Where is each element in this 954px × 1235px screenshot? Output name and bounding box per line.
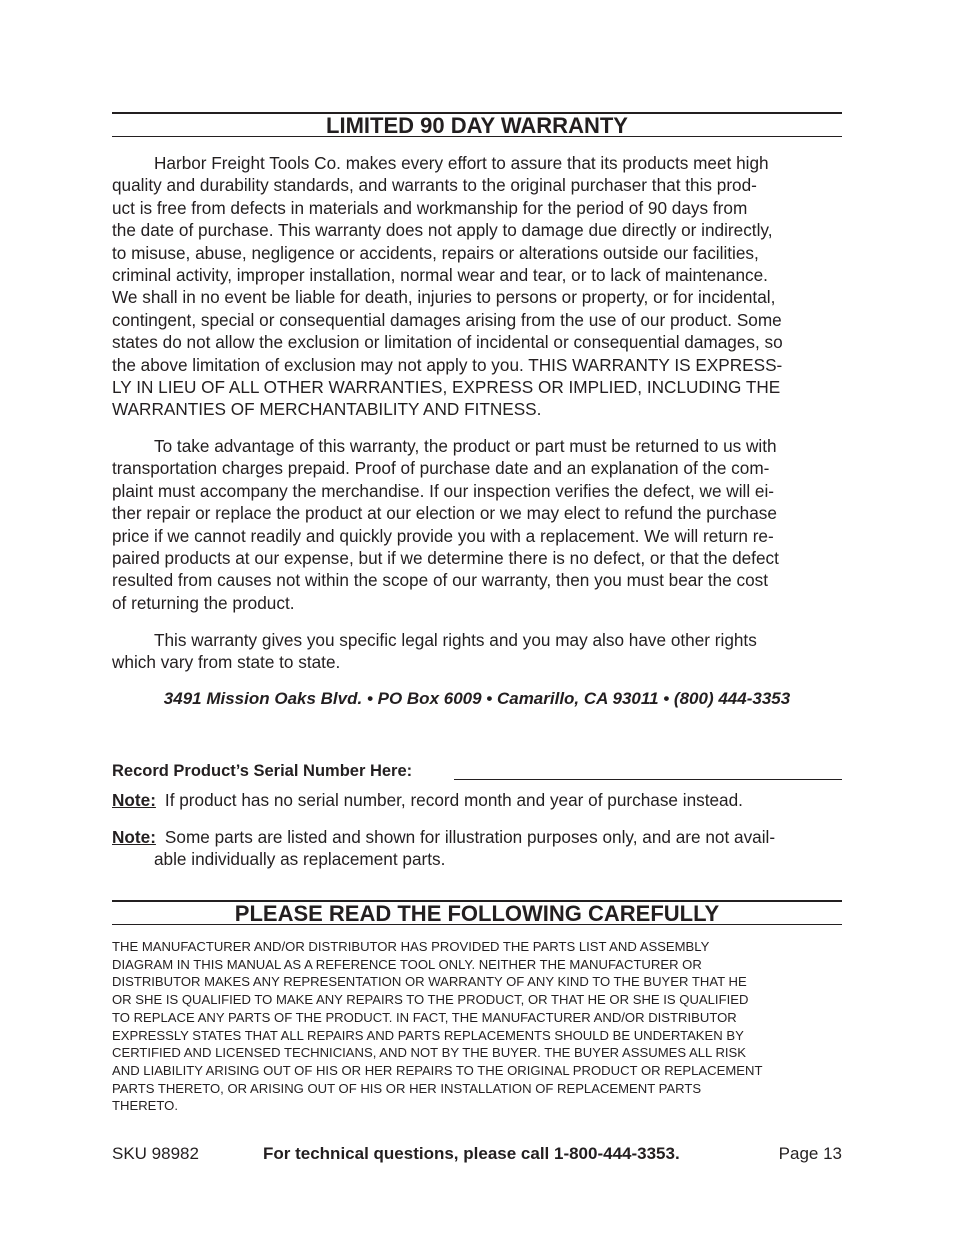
careful-heading	[112, 900, 842, 925]
text-line: DIAGRAM IN THIS MANUAL AS A REFERENCE TOOL ONLY. NEITHER THE MANUFACTURER OR	[112, 956, 702, 972]
text-line: the date of purchase. This warranty does not apply to damage due directly or indirectly,	[112, 220, 773, 241]
text-line: resulted from causes not within the scope of our warranty, then you must bear the cost	[112, 570, 769, 591]
note-text: able individually as replacement parts.	[154, 849, 446, 870]
warranty-title: LIMITED 90 DAY WARRANTY	[326, 113, 628, 138]
text-line: the above limitation of exclusion may not apply to you. THIS WARRANTY IS EXPRESS-	[112, 354, 783, 375]
text-line: EXPRESSLY STATES THAT ALL REPAIRS AND PARTS REPLACEMENTS SHOULD BE UNDERTAKEN BY	[112, 1027, 744, 1043]
note-serial	[112, 789, 842, 811]
serial-number-label: Record Product’s Serial Number Here:	[112, 762, 413, 780]
text-line: We shall in no event be liable for death, injuries to persons or property, or for incidental,	[112, 287, 776, 308]
text-line: plaint must accompany the merchandise. If our inspection verifies the defect, we will ei-	[112, 480, 775, 501]
text-line: CERTIFIED AND LICENSED TECHNICIANS, AND NOT BY THE BUYER. THE BUYER ASSUMES ALL RISK	[112, 1045, 747, 1061]
serial-number-blank-line	[454, 779, 842, 780]
note-text: If product has no serial number, record month and year of purchase instead.	[164, 790, 743, 810]
text-line: price if we cannot readily and quickly provide you with a replacement. We will return re-	[112, 525, 774, 546]
text-line: AND LIABILITY ARISING OUT OF HIS OR HER REPAIRS TO THE ORIGINAL PRODUCT OR REPLACEMENT	[112, 1062, 763, 1078]
text-line: to misuse, abuse, negligence or accidents, repairs or alterations outside our facilities,	[112, 242, 759, 263]
sku-number: SKU 98982	[112, 1144, 199, 1163]
note-parts	[112, 826, 842, 871]
text-line: which vary from state to state.	[112, 652, 341, 673]
warranty-paragraph-2	[112, 435, 842, 614]
text-line: uct is free from defects in materials and workmanship for the period of 90 days from	[112, 197, 748, 218]
careful-title: PLEASE READ THE FOLLOWING CAREFULLY	[234, 901, 720, 926]
serial-number-record	[112, 760, 842, 782]
company-address: 3491 Mission Oaks Blvd. • PO Box 6009 • Camarillo, CA 93011 • (800) 444-3353	[163, 689, 791, 708]
disclaimer-text	[112, 938, 842, 1115]
note-text: Some parts are listed and shown for illustration purposes only, and are not avail-	[164, 827, 776, 847]
text-line: THERETO.	[112, 1098, 178, 1114]
note-label: Note:	[112, 790, 156, 810]
text-line: transportation charges prepaid. Proof of purchase date and an explanation of the com-	[112, 458, 770, 479]
text-line: criminal activity, improper installation, normal wear and tear, or to lack of maintenance.	[112, 265, 768, 286]
text-line: quality and durability standards, and warrants to the original purchaser that this prod-	[112, 175, 757, 196]
note-label: Note:	[112, 827, 156, 847]
text-line: DISTRIBUTOR MAKES ANY REPRESENTATION OR WARRANTY OF ANY KIND TO THE BUYER THAT HE	[112, 974, 747, 990]
note-line	[112, 789, 842, 811]
text-line: PARTS THERETO, OR ARISING OUT OF HIS OR HER INSTALLATION OF REPLACEMENT PARTS	[112, 1080, 702, 1096]
warranty-heading	[112, 112, 842, 137]
text-line: paired products at our expense, but if we determine there is no defect, or that the defect	[112, 548, 779, 569]
text-line: This warranty gives you specific legal rights and you may also have other rights	[154, 630, 757, 650]
warranty-paragraph-1	[112, 152, 842, 421]
text-line: WARRANTIES OF MERCHANTABILITY AND FITNESS.	[112, 399, 542, 420]
tech-support-line: For technical questions, please call 1-800-444-3353.	[263, 1144, 680, 1163]
warranty-paragraph-3	[112, 629, 842, 674]
text-line: ther repair or replace the product at our election or we may elect to refund the purchase	[112, 503, 777, 524]
text-line: of returning the product.	[112, 592, 295, 613]
text-line: To take advantage of this warranty, the product or part must be returned to us with	[154, 436, 777, 456]
text-line: THE MANUFACTURER AND/OR DISTRIBUTOR HAS PROVIDED THE PARTS LIST AND ASSEMBLY	[112, 939, 710, 954]
text-line: TO REPLACE ANY PARTS OF THE PRODUCT. IN FACT, THE MANUFACTURER AND/OR DISTRIBUTOR	[112, 1009, 737, 1025]
text-line: states do not allow the exclusion or limitation of incidental or consequential damages, so	[112, 332, 783, 353]
note-line	[112, 826, 842, 848]
text-line: OR SHE IS QUALIFIED TO MAKE ANY REPAIRS TO THE PRODUCT, OR THAT HE OR SHE IS QUALIFIED	[112, 992, 749, 1008]
text-line: LY IN LIEU OF ALL OTHER WARRANTIES, EXPRESS OR IMPLIED, INCLUDING THE	[112, 377, 781, 398]
page-number: Page 13	[778, 1144, 842, 1163]
text-line: Harbor Freight Tools Co. makes every effort to assure that its products meet high	[154, 153, 769, 173]
text-line: contingent, special or consequential damages arising from the use of our product. Some	[112, 309, 782, 330]
